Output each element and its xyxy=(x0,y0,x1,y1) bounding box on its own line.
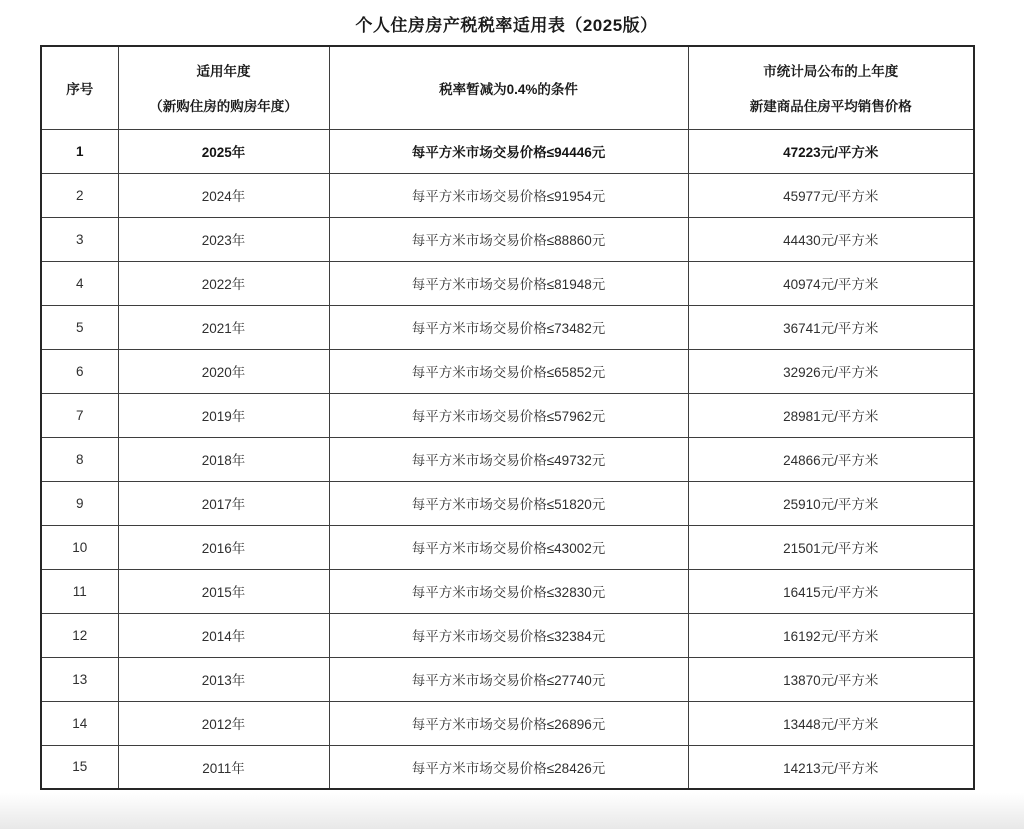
cell-condition: 每平方米市场交易价格≤94446元 xyxy=(329,129,688,173)
cell-condition: 每平方米市场交易价格≤65852元 xyxy=(329,349,688,393)
cell-serial: 7 xyxy=(41,393,118,437)
cell-price: 14213元/平方米 xyxy=(688,745,974,789)
table-row xyxy=(41,481,974,525)
cell-condition: 每平方米市场交易价格≤28426元 xyxy=(329,745,688,789)
table-row xyxy=(41,437,974,481)
cell-year: 2015年 xyxy=(118,569,329,613)
table-row xyxy=(41,349,974,393)
cell-price: 21501元/平方米 xyxy=(688,525,974,569)
cell-serial: 10 xyxy=(41,525,118,569)
cell-year: 2020年 xyxy=(118,349,329,393)
cell-serial: 2 xyxy=(41,173,118,217)
cell-price: 13448元/平方米 xyxy=(688,701,974,745)
cell-condition: 每平方米市场交易价格≤27740元 xyxy=(329,657,688,701)
cell-serial: 4 xyxy=(41,261,118,305)
cell-condition: 每平方米市场交易价格≤57962元 xyxy=(329,393,688,437)
table-row xyxy=(41,569,974,613)
header-price-line1: 市统计局公布的上年度 xyxy=(763,64,899,80)
header-condition: 税率暂减为0.4%的条件 xyxy=(329,46,688,129)
table-row xyxy=(41,217,974,261)
cell-price: 44430元/平方米 xyxy=(688,217,974,261)
table-row xyxy=(41,261,974,305)
cell-condition: 每平方米市场交易价格≤81948元 xyxy=(329,261,688,305)
cell-price: 25910元/平方米 xyxy=(688,481,974,525)
cell-condition: 每平方米市场交易价格≤51820元 xyxy=(329,481,688,525)
cell-price: 24866元/平方米 xyxy=(688,437,974,481)
cell-serial: 1 xyxy=(41,129,118,173)
header-year-line2: （新购住房的购房年度） xyxy=(149,99,298,115)
cell-year: 2012年 xyxy=(118,701,329,745)
cell-price: 45977元/平方米 xyxy=(688,173,974,217)
cell-price: 28981元/平方米 xyxy=(688,393,974,437)
cell-condition: 每平方米市场交易价格≤43002元 xyxy=(329,525,688,569)
cell-year: 2017年 xyxy=(118,481,329,525)
page-bottom-fade xyxy=(0,793,1024,829)
cell-serial: 11 xyxy=(41,569,118,613)
table-row xyxy=(41,129,974,173)
table-row xyxy=(41,701,974,745)
cell-year: 2023年 xyxy=(118,217,329,261)
page-title: 个人住房房产税税率适用表（2025版） xyxy=(355,16,658,35)
table-row xyxy=(41,173,974,217)
table-row xyxy=(41,657,974,701)
table-row xyxy=(41,613,974,657)
cell-serial: 14 xyxy=(41,701,118,745)
cell-condition: 每平方米市场交易价格≤88860元 xyxy=(329,217,688,261)
cell-year: 2019年 xyxy=(118,393,329,437)
table-row xyxy=(41,305,974,349)
cell-condition: 每平方米市场交易价格≤32384元 xyxy=(329,613,688,657)
tax-rate-table-container xyxy=(40,45,975,790)
table-row xyxy=(41,525,974,569)
table-row xyxy=(41,745,974,789)
cell-serial: 12 xyxy=(41,613,118,657)
cell-condition: 每平方米市场交易价格≤73482元 xyxy=(329,305,688,349)
cell-price: 36741元/平方米 xyxy=(688,305,974,349)
header-year-line1: 适用年度 xyxy=(196,64,251,80)
header-year xyxy=(118,46,329,129)
cell-year: 2016年 xyxy=(118,525,329,569)
cell-price: 16192元/平方米 xyxy=(688,613,974,657)
cell-price: 40974元/平方米 xyxy=(688,261,974,305)
cell-year: 2011年 xyxy=(118,745,329,789)
table-row xyxy=(41,393,974,437)
cell-serial: 13 xyxy=(41,657,118,701)
cell-year: 2025年 xyxy=(118,129,329,173)
cell-condition: 每平方米市场交易价格≤26896元 xyxy=(329,701,688,745)
header-serial: 序号 xyxy=(41,46,118,129)
cell-serial: 3 xyxy=(41,217,118,261)
cell-year: 2024年 xyxy=(118,173,329,217)
cell-year: 2022年 xyxy=(118,261,329,305)
cell-price: 16415元/平方米 xyxy=(688,569,974,613)
cell-serial: 9 xyxy=(41,481,118,525)
table-header-row xyxy=(41,46,974,129)
cell-serial: 15 xyxy=(41,745,118,789)
cell-serial: 6 xyxy=(41,349,118,393)
cell-price: 13870元/平方米 xyxy=(688,657,974,701)
header-price-line2: 新建商品住房平均销售价格 xyxy=(749,99,912,115)
cell-year: 2014年 xyxy=(118,613,329,657)
cell-serial: 5 xyxy=(41,305,118,349)
cell-serial: 8 xyxy=(41,437,118,481)
cell-condition: 每平方米市场交易价格≤49732元 xyxy=(329,437,688,481)
cell-year: 2013年 xyxy=(118,657,329,701)
cell-price: 47223元/平方米 xyxy=(688,129,974,173)
cell-price: 32926元/平方米 xyxy=(688,349,974,393)
tax-rate-table xyxy=(40,45,975,790)
cell-year: 2021年 xyxy=(118,305,329,349)
cell-condition: 每平方米市场交易价格≤32830元 xyxy=(329,569,688,613)
cell-year: 2018年 xyxy=(118,437,329,481)
cell-condition: 每平方米市场交易价格≤91954元 xyxy=(329,173,688,217)
header-price xyxy=(688,46,974,129)
